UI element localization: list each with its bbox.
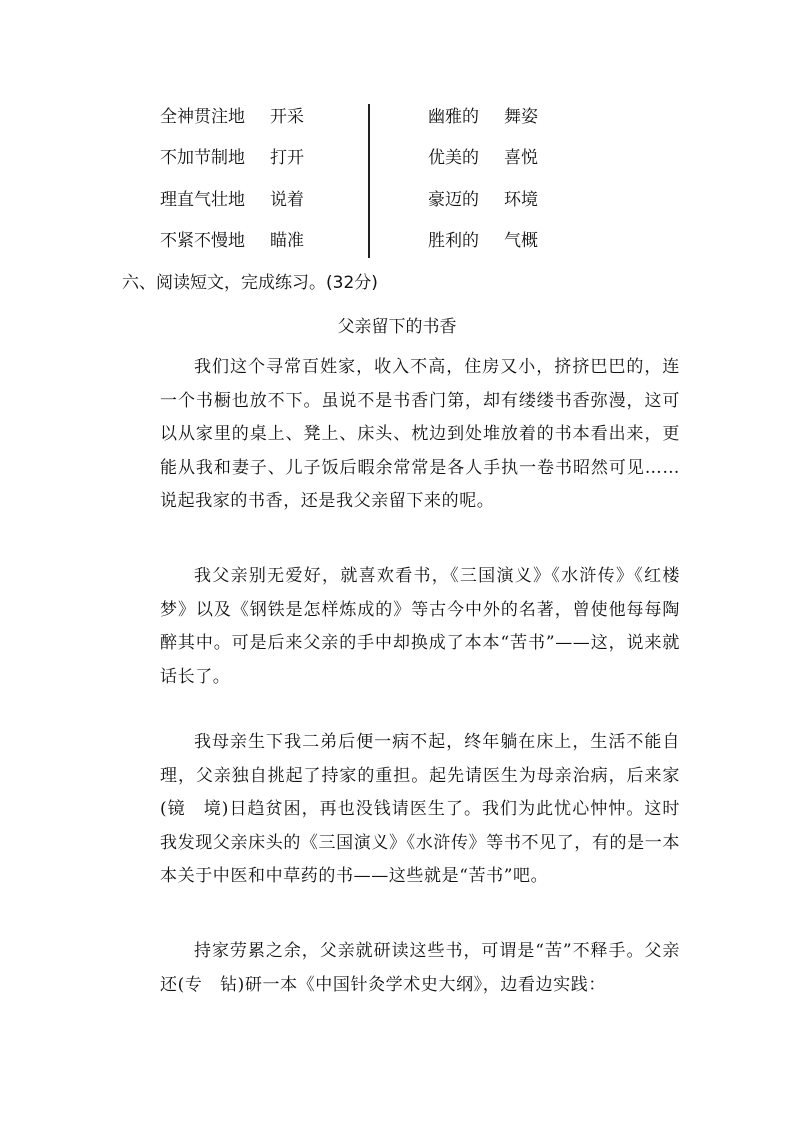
- right-word: 气概: [504, 231, 538, 251]
- left-phrase: 不紧不慢地: [160, 231, 245, 251]
- left-phrase: 理直气壮地: [160, 190, 245, 210]
- right-word: 环境: [504, 190, 538, 210]
- passage-paragraph: 我父亲别无爱好，就喜欢看书，《三国演义》《水浒传》《红楼梦》以及《钢铁是怎样炼成的》等古今中外的名著，曾使他每每陶醉其中。可是后来父亲的手中却换成了本本“苦书”——这，说来就话长了。: [160, 566, 680, 687]
- left-word: 打开: [270, 148, 304, 168]
- passage-paragraph: 我们这个寻常百姓家，收入不高，住房又小，挤挤巴巴的，连一个书橱也放不下。虽说不是书香门第，却有缕缕书香弥漫，这可以从家里的桌上、凳上、床头、枕边到处堆放着的书本看出来，更能从我和妻子、儿子饭后暇余常常是各人手执一卷书昭然可见……说起我家的书香，还是我父亲留下来的呢。: [160, 357, 680, 512]
- left-phrase: 不加节制地: [160, 148, 245, 168]
- right-phrase: 优美的: [428, 148, 479, 168]
- right-word: 舞姿: [504, 107, 538, 127]
- right-phrase: 幽雅的: [428, 107, 479, 127]
- right-phrase: 豪迈的: [428, 190, 479, 210]
- right-word: 喜悦: [504, 148, 538, 168]
- left-word: 瞄准: [270, 231, 304, 251]
- passage-paragraph: 我母亲生下我二弟后便一病不起，终年躺在床上，生活不能自理，父亲独自挑起了持家的重担。起先请医生为母亲治病，后来家(镜 境)日趋贫困，再也没钱请医生了。我们为此忧心忡忡。这时我发现父亲床头的《三国演义》《水浒传》等书不见了，有的是一本本关于中医和中草药的书——这些就是“苦书”吧。: [160, 732, 680, 887]
- right-phrase: 胜利的: [428, 231, 479, 251]
- passage-paragraph: 持家劳累之余，父亲就研读这些书，可谓是“苦”不释手。父亲还(专 钻)研一本《中国针灸学术史大纲》，边看边实践：: [160, 941, 680, 995]
- article-title: 父亲留下的书香: [337, 317, 457, 337]
- left-word: 说着: [270, 190, 304, 210]
- left-word: 开采: [270, 107, 304, 127]
- column-divider: [368, 104, 370, 258]
- matching-exercise: [0, 0, 794, 260]
- section-heading: 六、阅读短文，完成练习。(32分): [122, 273, 378, 293]
- left-phrase: 全神贯注地: [160, 107, 245, 127]
